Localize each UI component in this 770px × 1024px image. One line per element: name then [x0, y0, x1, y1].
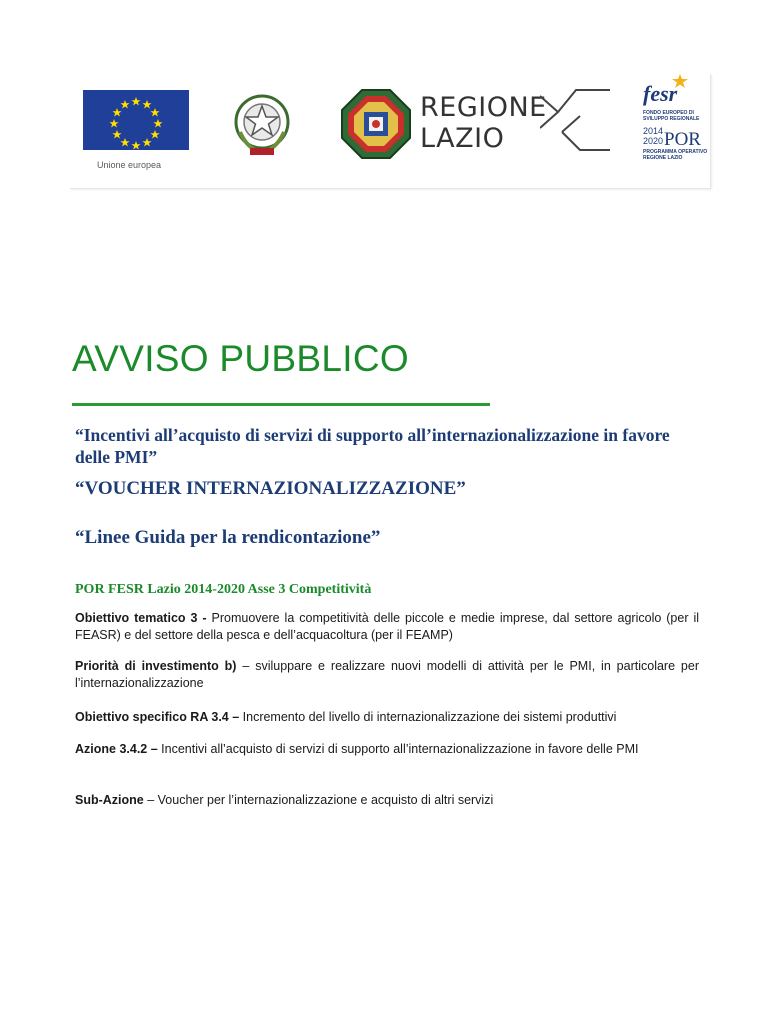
fesr-por-logo-icon: [638, 74, 708, 178]
fesr-program-line1: PROGRAMMA OPERATIVO: [643, 149, 708, 155]
lazio-arrow-lines-icon: [540, 88, 610, 156]
section-text: Promuovere la competitività delle piccole e medie imprese, dal settore agricolo (per il FEASR) e del settore della pesca e dell’acquacoltura (per il FEAMP): [75, 611, 699, 642]
section-investment-priority: [75, 658, 699, 692]
page-title: AVVISO PUBBLICO: [72, 338, 409, 379]
regione-lazio-wordmark: [420, 92, 547, 154]
logo-header-band: [70, 74, 711, 189]
section-text: – sviluppare e realizzare nuovi modelli di attività per le PMI, in particolare per l’internazionalizzazione: [75, 659, 699, 690]
notice-subtitle: “Incentivi all’acquisto di servizi di supporto all’internazionalizzazione in favore delle PMI”: [75, 425, 670, 467]
guidelines-heading: “Linee Guida per la rendicontazione”: [75, 527, 381, 548]
section-label: Sub-Azione: [75, 793, 144, 807]
italian-republic-emblem-icon: [230, 88, 294, 160]
fesr-por-mark: POR: [664, 129, 701, 150]
eu-caption: Unione europea: [97, 160, 162, 170]
fesr-year-start: 2014: [643, 126, 664, 136]
fesr-year-end: 2020: [643, 136, 664, 146]
section-label: Obiettivo tematico 3 -: [75, 611, 207, 625]
regione-lazio-emblem-icon: [340, 88, 412, 160]
section-text: Incremento del livello di internazionalizzazione dei sistemi produttivi: [239, 710, 617, 724]
title-underline-divider: [72, 403, 490, 406]
regione-text: REGIONE: [420, 92, 547, 123]
eu-flag-icon: [83, 90, 189, 150]
section-text: Incentivi all’acquisto di servizi di supporto all’internazionalizzazione in favore delle PMI: [157, 742, 639, 756]
voucher-heading: “VOUCHER INTERNAZIONALIZZAZIONE”: [75, 478, 466, 499]
section-text: – Voucher per l’internazionalizzazione e acquisto di altri servizi: [143, 793, 494, 807]
fesr-program-line2: REGIONE LAZIO: [643, 155, 683, 161]
fesr-wordmark: fesr: [643, 81, 678, 106]
section-label: Priorità di investimento b): [75, 659, 237, 673]
section-sub-action: [75, 792, 699, 809]
section-action: [75, 741, 699, 758]
fesr-subtitle-line1: FONDO EUROPEO DI: [643, 110, 694, 116]
section-label: Obiettivo specifico RA 3.4 –: [75, 710, 240, 724]
lazio-text: LAZIO: [420, 123, 505, 154]
section-specific-objective: [75, 709, 699, 726]
section-label: Azione 3.4.2 –: [75, 742, 158, 756]
por-fesr-heading: POR FESR Lazio 2014-2020 Asse 3 Competitività: [75, 582, 372, 597]
fesr-subtitle-line2: SVILUPPO REGIONALE: [643, 116, 700, 122]
section-thematic-objective: [75, 610, 699, 644]
